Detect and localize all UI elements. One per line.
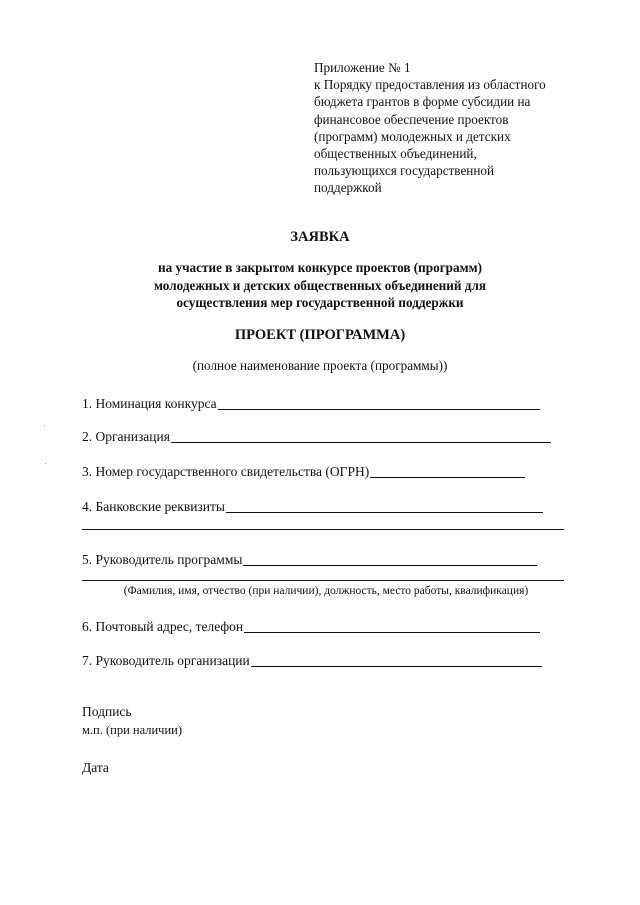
field-address: [82, 617, 540, 635]
subtitle-line: на участие в закрытом конкурсе проектов (программ): [158, 260, 482, 275]
annex-line: бюджета грантов в форме субсидии на: [314, 94, 531, 110]
field-program-head: [82, 550, 537, 568]
field-nomination-blank[interactable]: [218, 408, 540, 410]
application-title: ЗАЯВКА: [290, 229, 350, 245]
field-bank-label: 4. Банковские реквизиты: [82, 499, 225, 514]
date-label: Дата: [82, 760, 109, 775]
scan-specks: [44, 425, 46, 470]
field-org-head-label: 7. Руководитель организации: [82, 653, 250, 668]
annex-line: к Порядку предоставления из областного: [314, 77, 546, 93]
field-nomination-label: 1. Номинация конкурса: [82, 396, 217, 411]
field-program-head-extra-line[interactable]: [82, 580, 564, 581]
field-nomination: [82, 394, 540, 412]
annex-line: пользующихся государственной: [314, 163, 495, 179]
field-bank-blank[interactable]: [226, 511, 543, 513]
field-bank: [82, 497, 543, 515]
field-registration: [82, 462, 525, 480]
subtitle-line: осуществления мер государственной поддержки: [176, 295, 464, 310]
project-title: ПРОЕКТ (ПРОГРАММА): [234, 327, 406, 343]
annex-line: (программ) молодежных и детских: [314, 128, 511, 144]
field-program-head-blank[interactable]: [243, 564, 537, 566]
field-address-label: 6. Почтовый адрес, телефон: [82, 619, 244, 634]
project-name-hint: (полное наименование проекта (программы)): [192, 358, 448, 373]
annex-line: общественных объединений,: [314, 146, 477, 162]
field-org-head: [82, 651, 542, 669]
program-head-hint: (Фамилия, имя, отчество (при наличии), должность, место работы, квалификация): [123, 585, 529, 597]
field-bank-extra-line[interactable]: [82, 529, 564, 530]
subtitle-line: молодежных и детских общественных объединений для: [154, 277, 486, 293]
scan-speck: [45, 463, 46, 464]
annex-line: финансовое обеспечение проектов: [314, 111, 509, 127]
field-address-blank[interactable]: [244, 631, 540, 633]
field-registration-blank[interactable]: [370, 476, 525, 478]
signature-label: Подпись: [82, 704, 132, 719]
field-organization-blank[interactable]: [171, 441, 551, 443]
annex-line: поддержкой: [314, 180, 382, 196]
field-organization: [82, 427, 551, 445]
stamp-label: м.п. (при наличии): [82, 723, 182, 737]
scan-speck: [44, 425, 45, 426]
application-subtitle: [0, 259, 640, 312]
annex-line: Приложение № 1: [314, 60, 411, 75]
annex-block: [314, 59, 614, 197]
field-org-head-blank[interactable]: [251, 665, 542, 667]
field-organization-label: 2. Организация: [82, 429, 170, 444]
field-registration-label: 3. Номер государственного свидетельства (ОГРН): [82, 464, 370, 479]
field-program-head-label: 5. Руководитель программы: [82, 552, 243, 567]
